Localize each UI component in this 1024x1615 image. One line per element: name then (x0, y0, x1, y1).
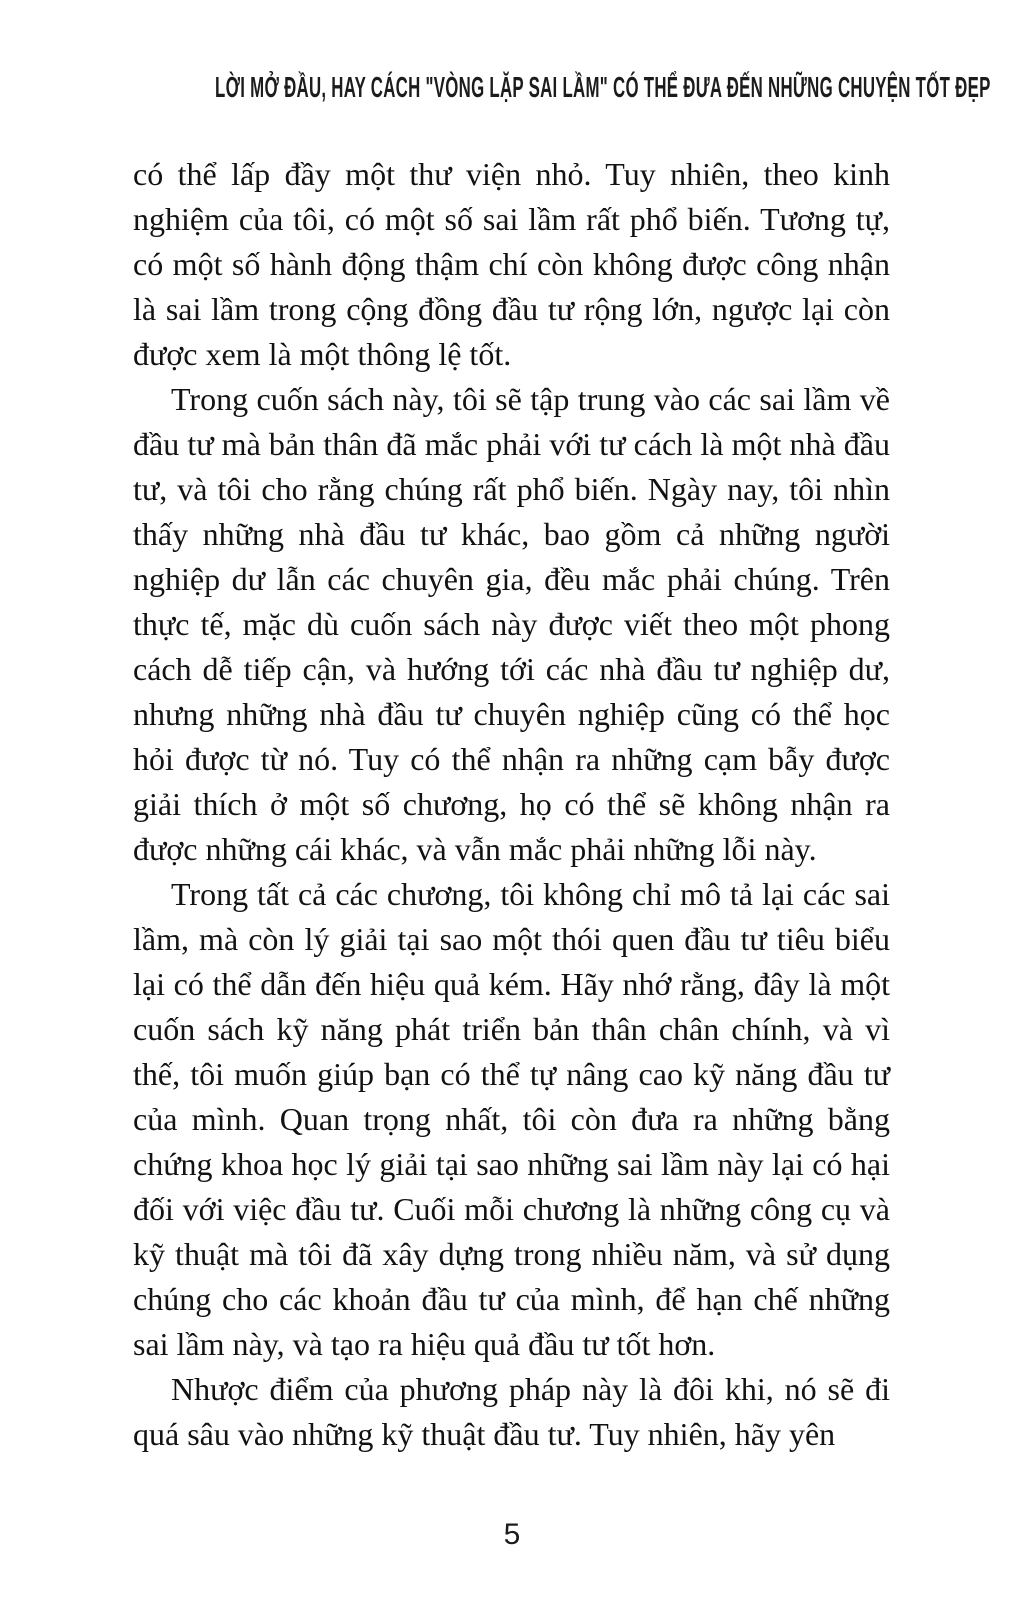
body-paragraph: Trong tất cả các chương, tôi không chỉ mô tả lại các sai lầm, mà còn lý giải tại sao một thói quen đầu tư tiêu biểu lại có thể dẫn đến hiệu quả kém. Hãy nhớ rằng, đây là một cuốn sách kỹ năng phát triển bản thân chân chính, và vì thế, tôi muốn giúp bạn có thể tự nâng cao kỹ năng đầu tư của mình. Quan trọng nhất, tôi còn đưa ra những bằng chứng khoa học lý giải tại sao những sai lầm này lại có hại đối với việc đầu tư. Cuối mỗi chương là những công cụ và kỹ thuật mà tôi đã xây dựng trong nhiều năm, và sử dụng chúng cho các khoản đầu tư của mình, để hạn chế những sai lầm này, và tạo ra hiệu quả đầu tư tốt hơn. (133, 876, 890, 1362)
body-paragraph: có thể lấp đầy một thư viện nhỏ. Tuy nhiên, theo kinh nghiệm của tôi, có một số sai lầm rất phổ biến. Tương tự, có một số hành động thậm chí còn không được công nhận là sai lầm trong cộng đồng đầu tư rộng lớn, ngược lại còn được xem là một thông lệ tốt. (133, 156, 890, 372)
body-text-block (133, 152, 890, 1457)
body-paragraph: Nhược điểm của phương pháp này là đôi khi, nó sẽ đi quá sâu vào những kỹ thuật đầu tư. Tuy nhiên, hãy yên (133, 1371, 890, 1452)
running-header: LỜI MỞ ĐẦU, HAY CÁCH "VÒNG LẶP SAI LẦM" CÓ THỂ ĐƯA ĐẾN NHỮNG CHUYỆN TỐT ĐẸP (215, 72, 991, 104)
page-number: 5 (503, 1518, 521, 1551)
body-paragraph: Trong cuốn sách này, tôi sẽ tập trung vào các sai lầm về đầu tư mà bản thân đã mắc phải với tư cách là một nhà đầu tư, và tôi cho rằng chúng rất phổ biến. Ngày nay, tôi nhìn thấy những nhà đầu tư khác, bao gồm cả những người nghiệp dư lẫn các chuyên gia, đều mắc phải chúng. Trên thực tế, mặc dù cuốn sách này được viết theo một phong cách dễ tiếp cận, và hướng tới các nhà đầu tư nghiệp dư, nhưng những nhà đầu tư chuyên nghiệp cũng có thể học hỏi được từ nó. Tuy có thể nhận ra những cạm bẫy được giải thích ở một số chương, họ có thể sẽ không nhận ra được những cái khác, và vẫn mắc phải những lỗi này. (133, 381, 890, 867)
